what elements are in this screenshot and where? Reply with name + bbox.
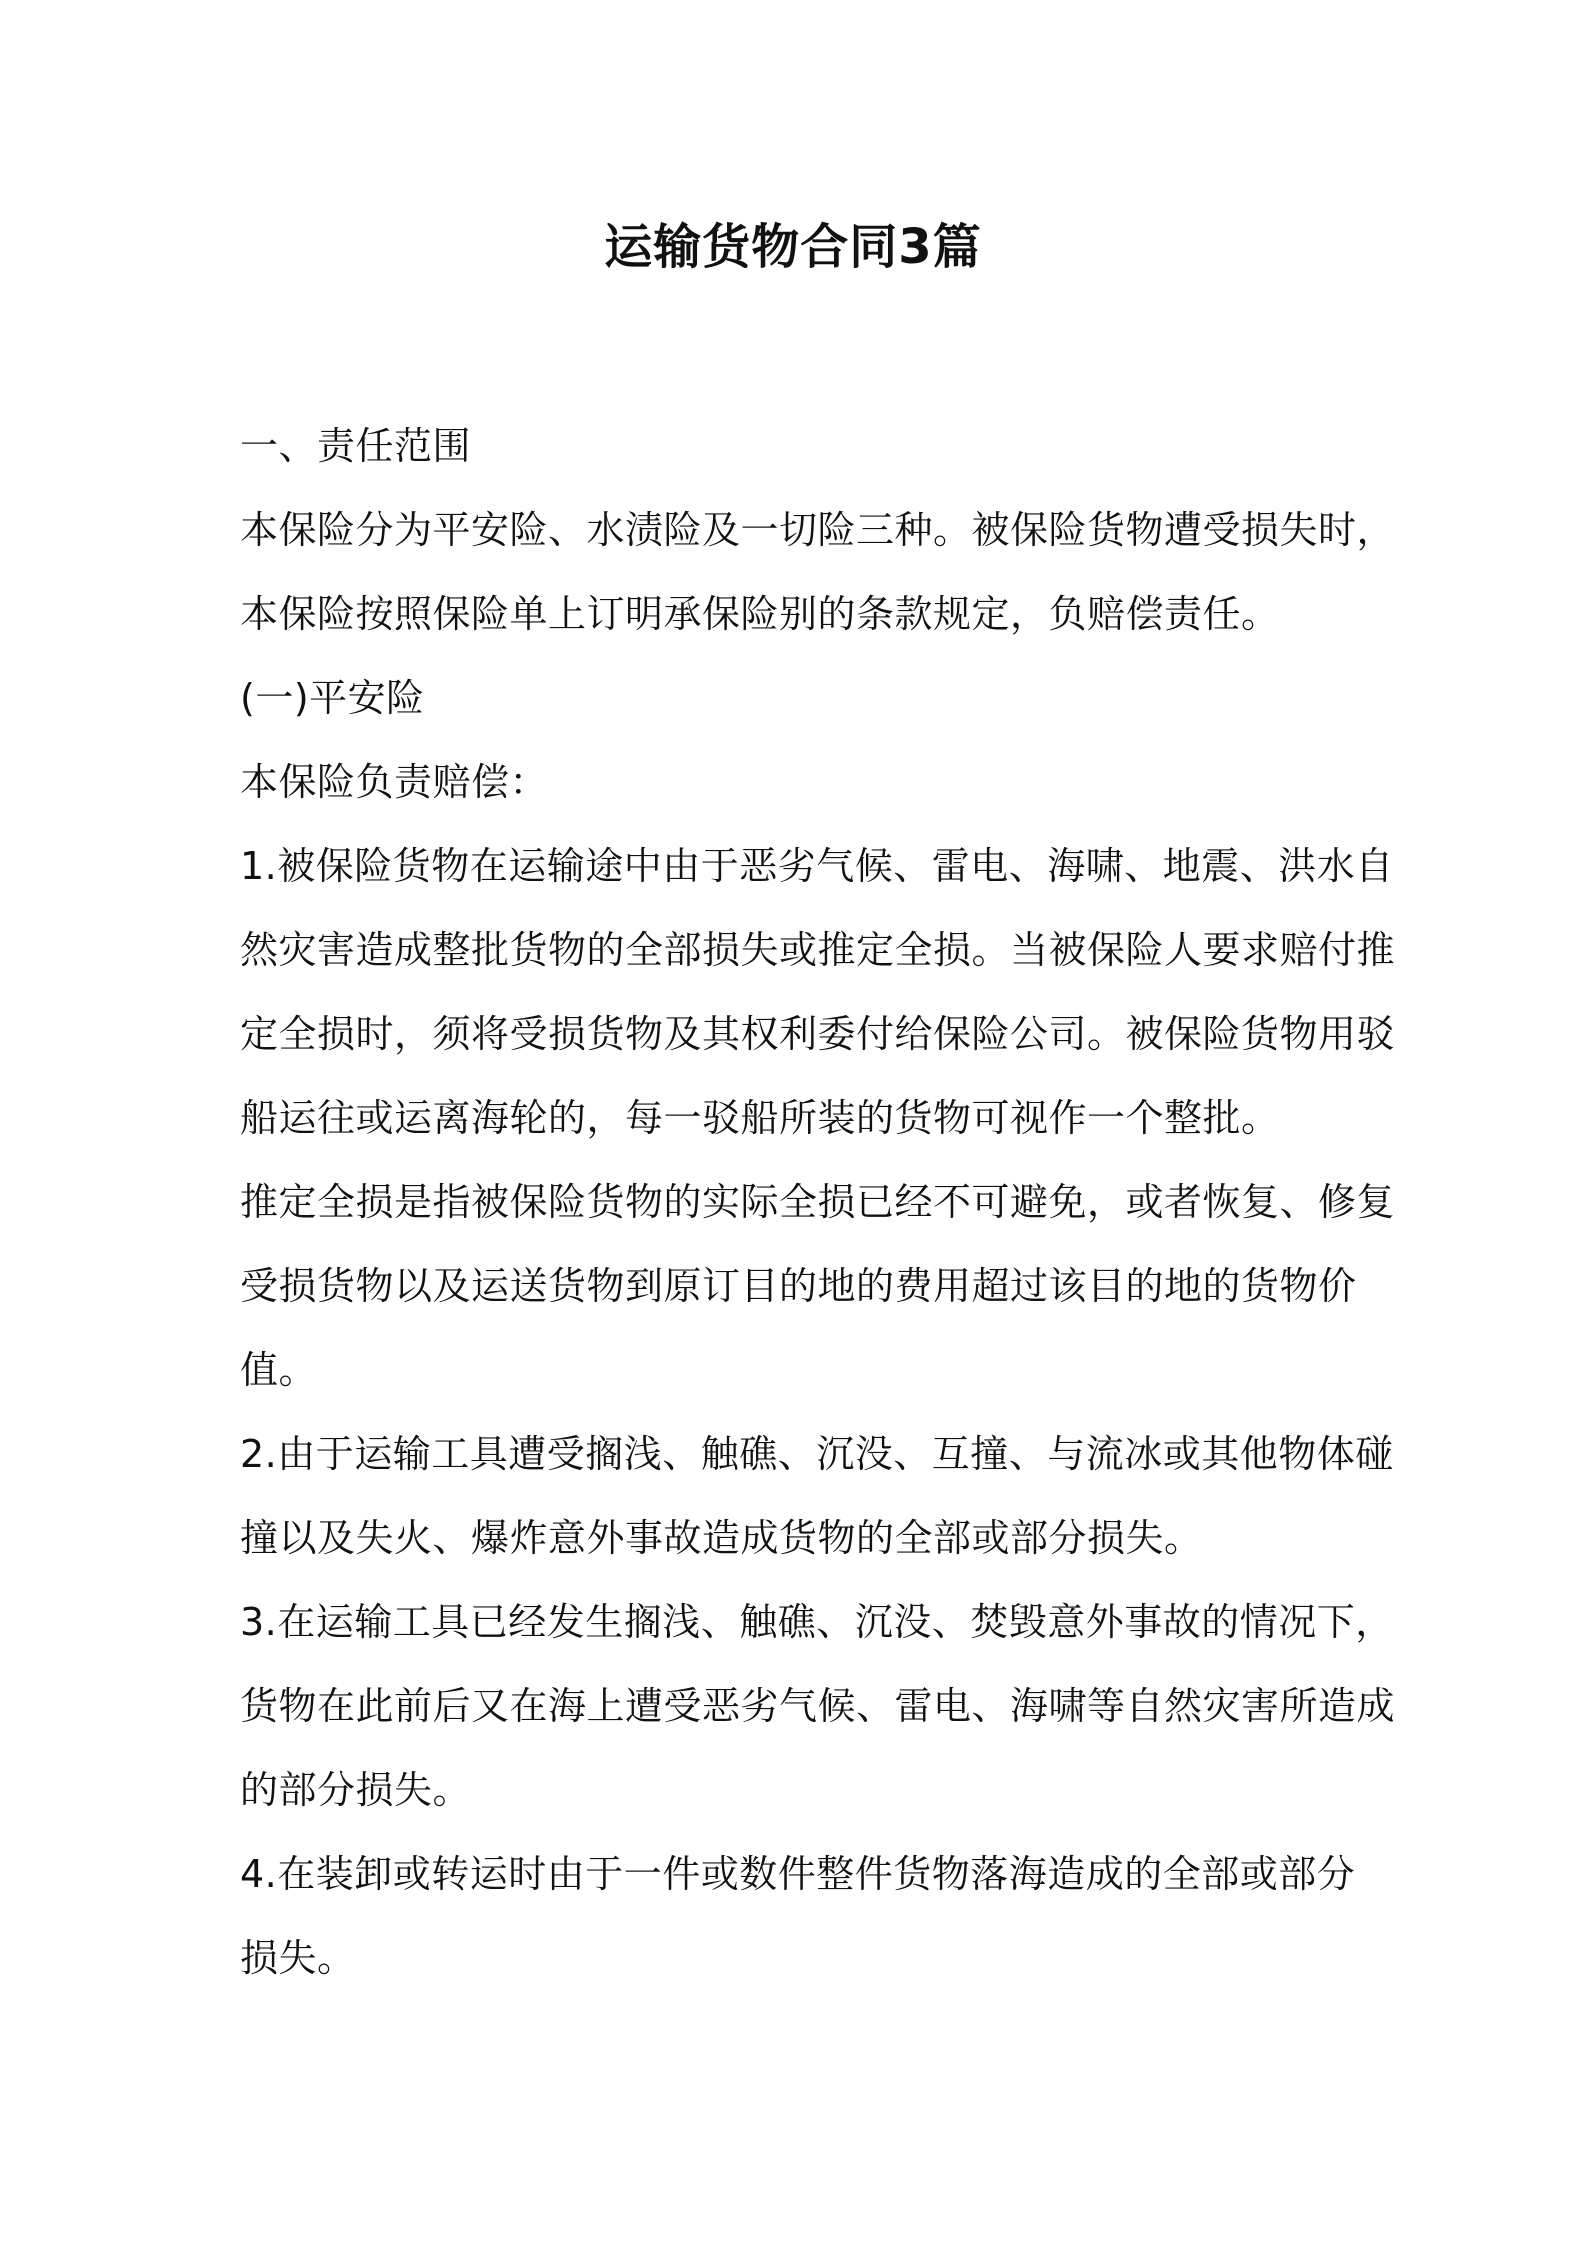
definition-line: 值。 bbox=[240, 1348, 318, 1392]
definition-line: 受损货物以及运送货物到原订目的地的费用超过该目的地的货物价 bbox=[240, 1264, 1357, 1308]
body-line: 本保险分为平安险、水渍险及一切险三种。被保险货物遭受损失时， bbox=[240, 508, 1396, 552]
clause-line: 1.被保险货物在运输途中由于恶劣气候、雷电、海啸、地震、洪水自 bbox=[240, 844, 1394, 888]
document-title: 运输货物合同3篇 bbox=[604, 219, 982, 275]
body-line: 本保险负责赔偿： bbox=[240, 760, 549, 804]
subsection-heading: (一)平安险 bbox=[240, 676, 425, 720]
clause-line: 的部分损失。 bbox=[240, 1768, 472, 1812]
clause-line: 撞以及失火、爆炸意外事故造成货物的全部或部分损失。 bbox=[240, 1516, 1203, 1560]
clause-line: 3.在运输工具已经发生搁浅、触礁、沉没、焚毁意外事故的情况下， bbox=[240, 1600, 1394, 1644]
clause-line: 货物在此前后又在海上遭受恶劣气候、雷电、海啸等自然灾害所造成 bbox=[240, 1684, 1396, 1728]
body-line: 本保险按照保险单上订明承保险别的条款规定，负赔偿责任。 bbox=[240, 592, 1280, 636]
definition-line: 推定全损是指被保险货物的实际全损已经不可避免，或者恢复、修复 bbox=[240, 1180, 1396, 1224]
clause-line: 4.在装卸或转运时由于一件或数件整件货物落海造成的全部或部分 bbox=[240, 1852, 1356, 1896]
clause-line: 定全损时，须将受损货物及其权利委付给保险公司。被保险货物用驳 bbox=[240, 1012, 1396, 1056]
clause-line: 船运往或运离海轮的，每一驳船所装的货物可视作一个整批。 bbox=[240, 1096, 1280, 1140]
clause-line: 然灾害造成整批货物的全部损失或推定全损。当被保险人要求赔付推 bbox=[240, 928, 1396, 972]
clause-line: 损失。 bbox=[240, 1936, 356, 1980]
document-body bbox=[240, 404, 1396, 2000]
clause-line: 2.由于运输工具遭受搁浅、触礁、沉没、互撞、与流冰或其他物体碰 bbox=[240, 1432, 1394, 1476]
section-heading: 一、责任范围 bbox=[240, 424, 472, 468]
